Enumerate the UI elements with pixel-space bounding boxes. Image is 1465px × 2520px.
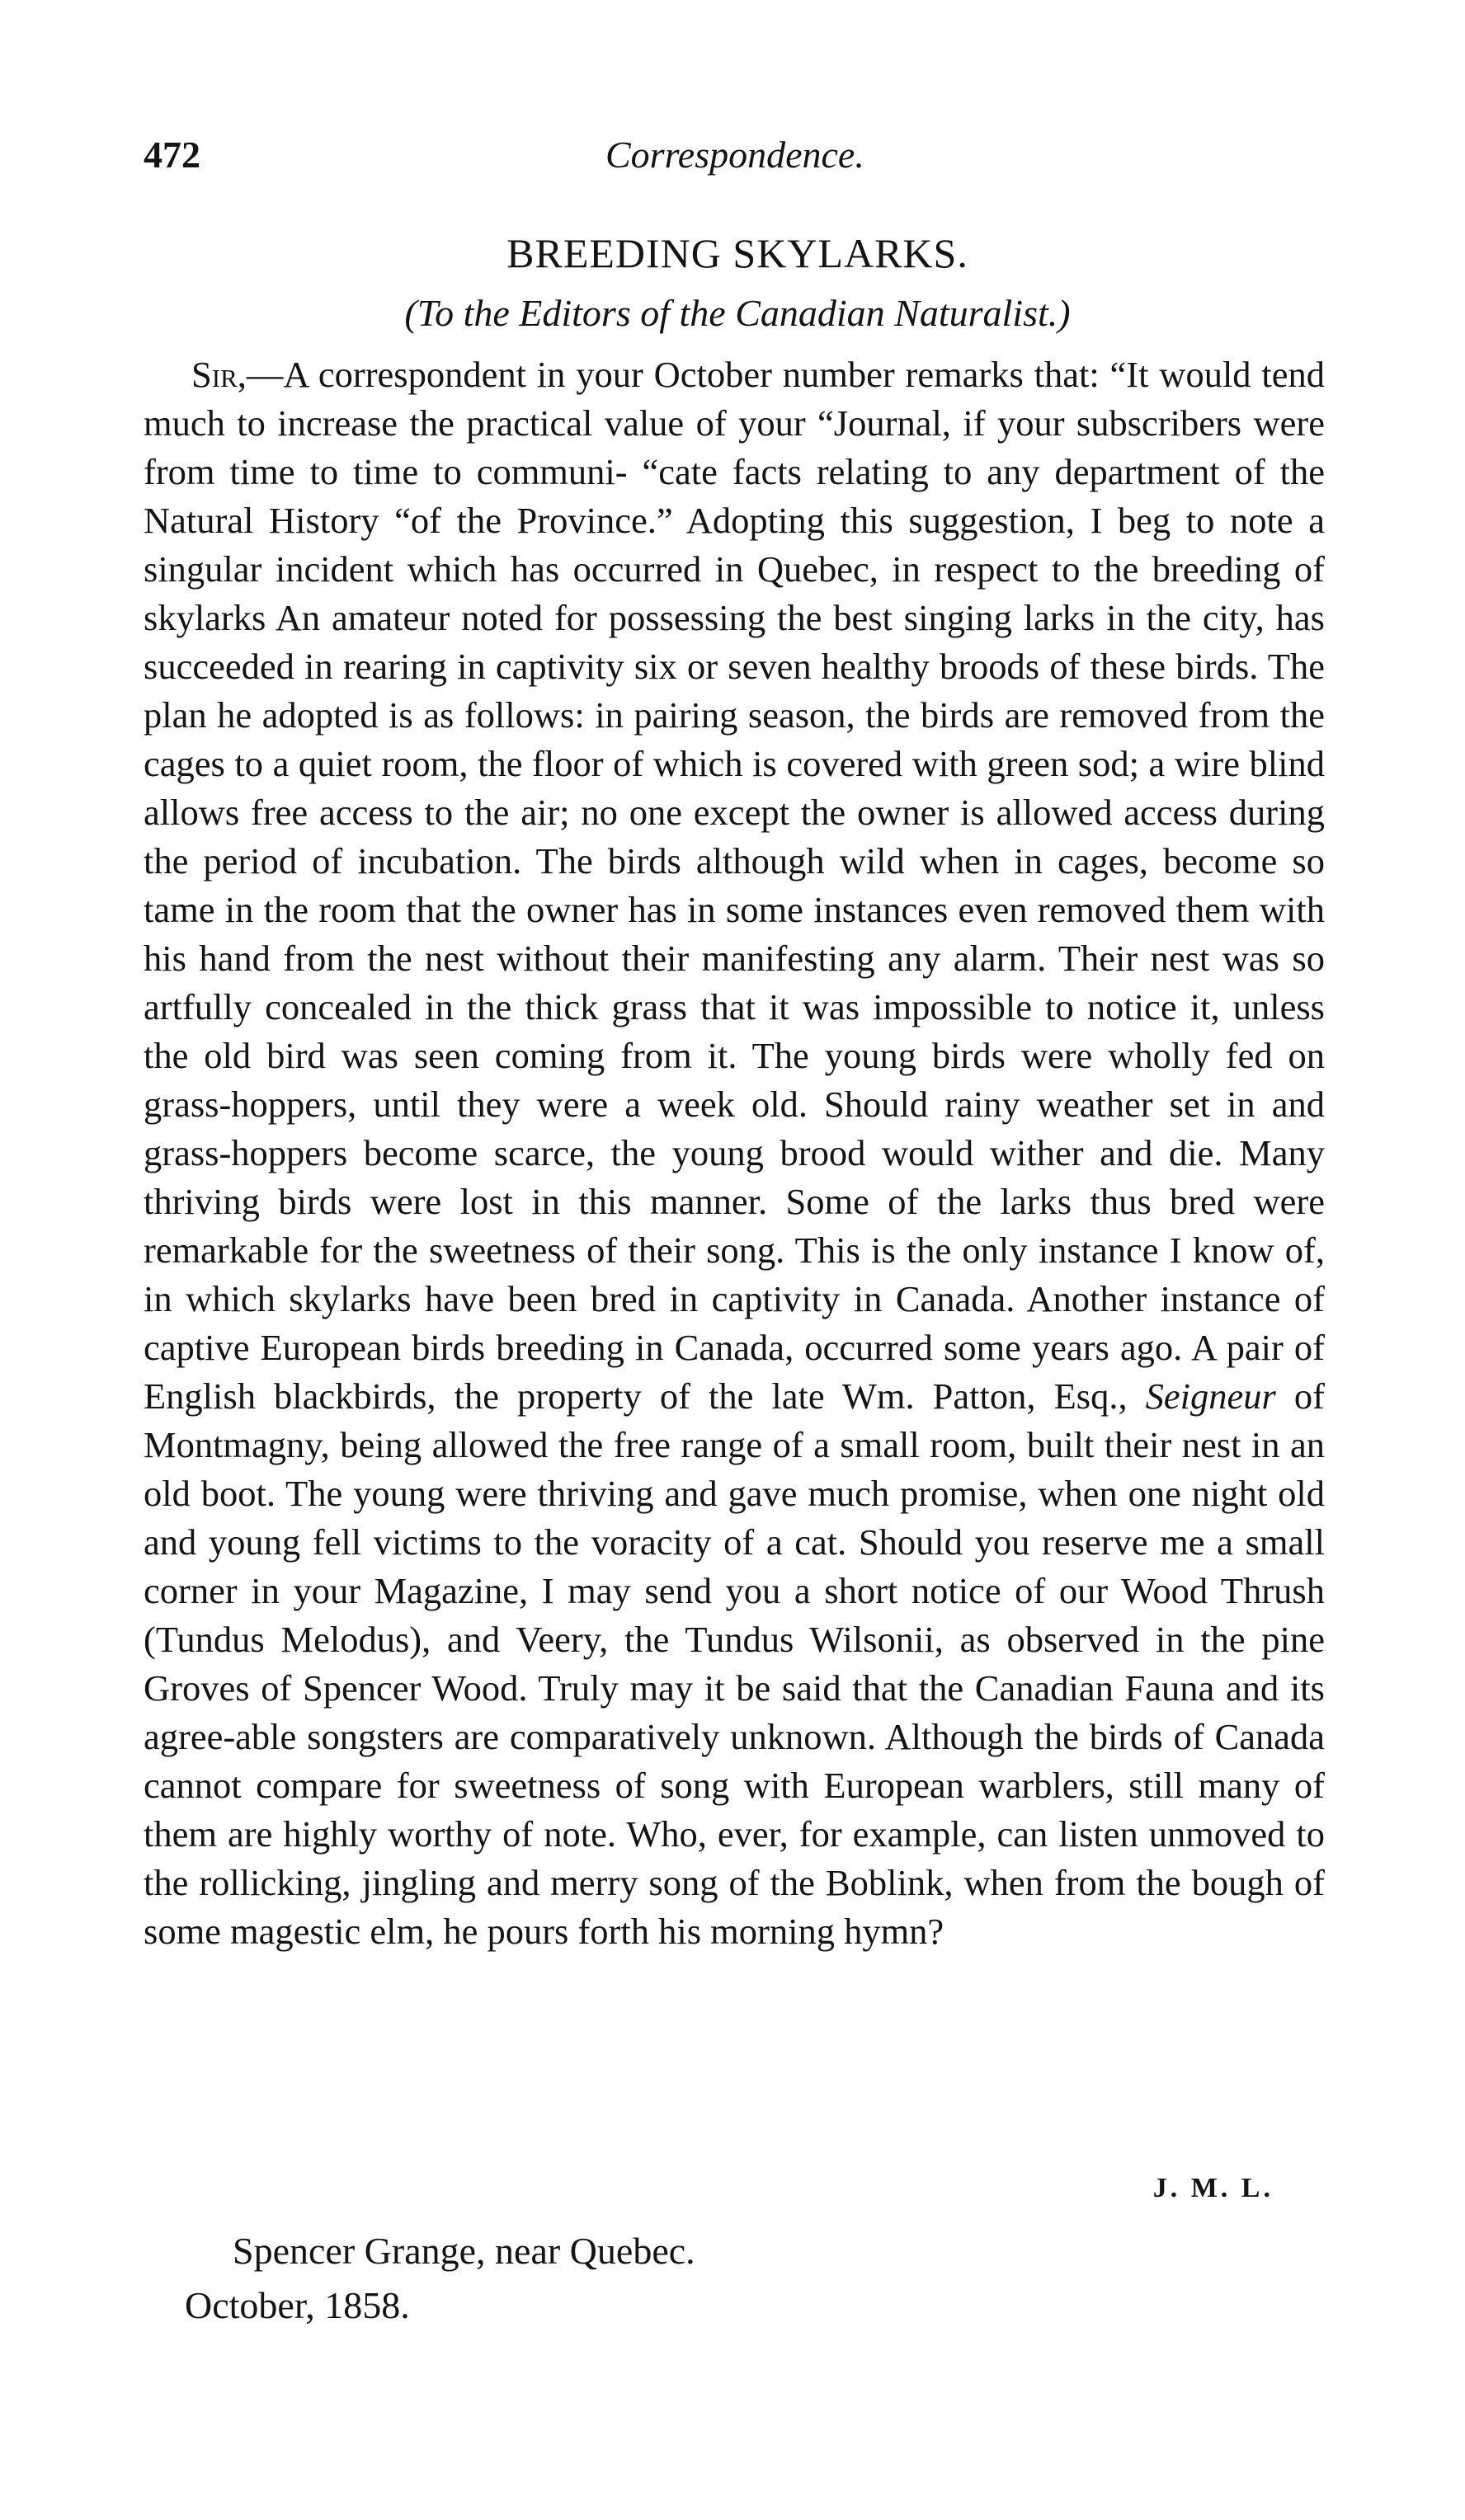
running-header	[144, 132, 1331, 190]
addressee-line: (To the Editors of the Canadian Naturalist.)	[404, 292, 1071, 334]
letter-body	[144, 350, 1325, 1956]
page-number: 472	[144, 134, 200, 176]
sign-off-place: Spencer Grange, near Quebec.	[233, 2230, 695, 2272]
body-text-part-2: of Montmagny, being allowed the free range of a small room, built their nest in an old boot. The young were thriving and gave much promise, when one night old and young fell victims to the voracity of a cat. Should you reserve me a small corner in your Magazine, I may send you a short notice of our Wood Thrush (Tundus Melodus), and Veery, the Tundus Wilsonii, as observed in the pine Groves of Spencer Wood. Truly may it be said that the Canadian Fauna and its agree-able songsters are comparatively unknown. Although the birds of Canada cannot compare for sweetness of song with European warblers, still many of them are highly worthy of note. Who, ever, for example, can listen unmoved to the rollicking, jingling and merry song of the Boblink, when from the bough of some magestic elm, he pours forth his morning hymn?	[144, 1375, 1325, 1952]
running-title: Correspondence.	[605, 134, 864, 176]
seigneur-italic: Seigneur	[1145, 1375, 1276, 1417]
signature-initials: J. M. L.	[1152, 2173, 1274, 2203]
sign-off-date: October, 1858.	[185, 2284, 410, 2326]
body-text-part-1: —A correspondent in your October number remarks that: “It would tend much to increase the practical value of your “Journal, if your subscribers were from time to time to communi- “cate facts relating to any department of the Natural History “of the Province.” Adopting this suggestion, I beg to note a singular incident which has occurred in Quebec, in respect to the breeding of skylarks An amateur noted for possessing the best singing larks in the city, has succeeded in rearing in captivity six or seven healthy broods of these birds. The plan he adopted is as follows: in pairing season, the birds are removed from the cages to a quiet room, the floor of which is covered with green sod; a wire blind allows free access to the air; no one except the owner is allowed access during the period of incubation. The birds although wild when in cages, become so tame in the room that the owner has in some instances even removed them with his hand from the nest without their manifesting any alarm. Their nest was so artfully concealed in the thick grass that it was impossible to notice it, unless the old bird was seen coming from it. The young birds were wholly fed on grass-hoppers, until they were a week old. Should rainy weather set in and grass-hoppers become scarce, the young brood would wither and die. Many thriving birds were lost in this manner. Some of the larks thus bred were remarkable for the sweetness of their song. This is the only instance I know of, in which skylarks have been bred in captivity in Canada. Another instance of captive European birds breeding in Canada, occurred some years ago. A pair of English blackbirds, the property of the late Wm. Patton, Esq.,	[144, 354, 1325, 1417]
salutation: Sir,	[191, 354, 247, 395]
article-title: BREEDING SKYLARKS.	[506, 230, 968, 276]
